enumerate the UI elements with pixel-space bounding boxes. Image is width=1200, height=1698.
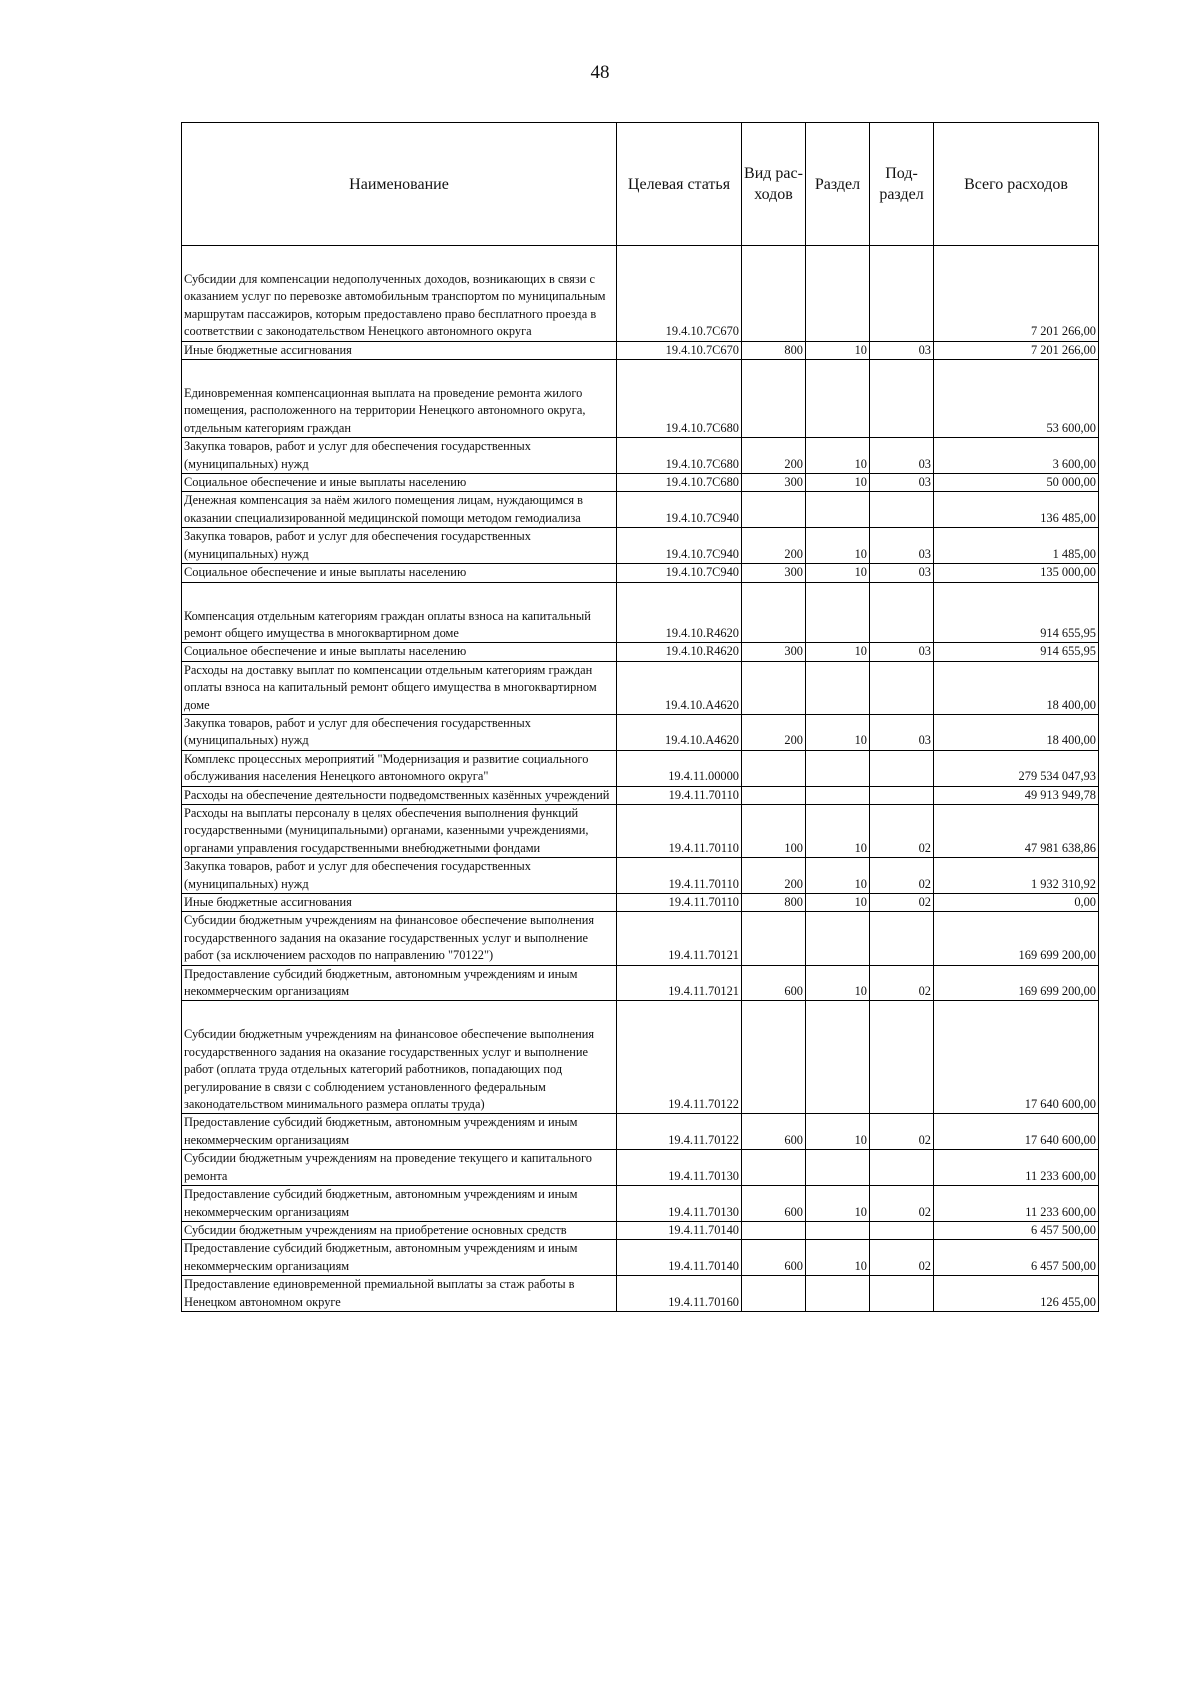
table-row [182,341,1099,359]
cell-vid [742,1150,806,1186]
cell-name: Предоставление субсидий бюджетным, автономным учреждениям и иным некоммерческим организациям [182,965,617,1001]
cell-razdel [806,360,870,438]
cell-code: 19.4.10.7С940 [617,528,742,564]
cell-vid: 300 [742,643,806,661]
cell-vid: 200 [742,438,806,474]
cell-total: 50 000,00 [934,474,1099,492]
cell-code: 19.4.11.00000 [617,750,742,786]
cell-total: 17 640 600,00 [934,1114,1099,1150]
cell-name: Закупка товаров, работ и услуг для обеспечения государственных (муниципальных) нужд [182,528,617,564]
cell-name: Субсидии бюджетным учреждениям на приобретение основных средств [182,1221,617,1239]
cell-name: Денежная компенсация за наём жилого помещения лицам, нуждающимся в оказании специализированной медицинской помощи методом гемодиализа [182,492,617,528]
cell-razdel: 10 [806,965,870,1001]
table-row [182,582,1099,643]
cell-razdel: 10 [806,1114,870,1150]
table-row [182,643,1099,661]
cell-name: Социальное обеспечение и иные выплаты населению [182,564,617,582]
cell-code: 19.4.11.70130 [617,1150,742,1186]
cell-podrazdel: 03 [870,714,934,750]
table-row [182,528,1099,564]
cell-name: Социальное обеспечение и иные выплаты населению [182,474,617,492]
cell-code: 19.4.11.70110 [617,786,742,804]
cell-total: 6 457 500,00 [934,1221,1099,1239]
table-row [182,564,1099,582]
cell-total: 135 000,00 [934,564,1099,582]
table-row [182,1276,1099,1312]
cell-total: 49 913 949,78 [934,786,1099,804]
cell-razdel: 10 [806,341,870,359]
cell-code: 19.4.10.R4620 [617,643,742,661]
cell-razdel: 10 [806,1240,870,1276]
cell-total: 47 981 638,86 [934,804,1099,857]
cell-razdel: 10 [806,858,870,894]
table-row [182,912,1099,965]
cell-podrazdel [870,786,934,804]
cell-total: 7 201 266,00 [934,341,1099,359]
cell-razdel [806,912,870,965]
cell-vid: 200 [742,714,806,750]
cell-name: Расходы на доставку выплат по компенсации отдельным категориям граждан оплаты взноса на капитальный ремонт общего имущества в многоквартирном доме [182,661,617,714]
table-row [182,1150,1099,1186]
cell-vid: 800 [742,894,806,912]
cell-vid: 200 [742,858,806,894]
cell-vid [742,750,806,786]
cell-vid [742,1221,806,1239]
column-header-name: Наименование [182,123,617,246]
cell-vid: 100 [742,804,806,857]
cell-podrazdel: 03 [870,528,934,564]
cell-podrazdel [870,246,934,342]
cell-total: 279 534 047,93 [934,750,1099,786]
table-row [182,714,1099,750]
cell-podrazdel [870,582,934,643]
page-number: 48 [590,62,610,83]
cell-total: 914 655,95 [934,582,1099,643]
cell-name: Иные бюджетные ассигнования [182,341,617,359]
cell-vid: 600 [742,1240,806,1276]
cell-vid [742,661,806,714]
cell-podrazdel [870,661,934,714]
cell-razdel [806,1001,870,1114]
table-row [182,1240,1099,1276]
cell-podrazdel [870,360,934,438]
cell-vid: 600 [742,1114,806,1150]
cell-name: Расходы на обеспечение деятельности подведомственных казённых учреждений [182,786,617,804]
cell-vid [742,912,806,965]
column-header-code: Целевая статья [617,123,742,246]
cell-code: 19.4.10.7С680 [617,474,742,492]
table-row [182,1001,1099,1114]
cell-razdel: 10 [806,528,870,564]
cell-razdel: 10 [806,564,870,582]
cell-name: Субсидии бюджетным учреждениям на финансовое обеспечение выполнения государственного задания на оказание государственных услуг и выполнение работ (за исключением расходов по направлению "70122") [182,912,617,965]
cell-podrazdel: 02 [870,1186,934,1222]
cell-code: 19.4.10.7С680 [617,360,742,438]
column-header-vid: Вид рас-ходов [742,123,806,246]
cell-podrazdel [870,1221,934,1239]
cell-code: 19.4.11.70160 [617,1276,742,1312]
cell-name: Субсидии бюджетным учреждениям на финансовое обеспечение выполнения государственного задания на оказание государственных услуг и выполнение работ (оплата труда отдельных категорий работников, попадающих под регулирование в связи с соблюдением установленного федеральным законодательством минимального размера оплаты труда) [182,1001,617,1114]
cell-name: Закупка товаров, работ и услуг для обеспечения государственных (муниципальных) нужд [182,438,617,474]
table-row [182,474,1099,492]
table-row [182,786,1099,804]
cell-total: 169 699 200,00 [934,912,1099,965]
table-row [182,804,1099,857]
cell-podrazdel: 03 [870,564,934,582]
cell-podrazdel: 02 [870,858,934,894]
cell-podrazdel [870,1276,934,1312]
cell-name: Предоставление единовременной премиальной выплаты за стаж работы в Ненецком автономном округе [182,1276,617,1312]
cell-vid: 200 [742,528,806,564]
cell-total: 136 485,00 [934,492,1099,528]
cell-code: 19.4.10.7С670 [617,246,742,342]
cell-code: 19.4.11.70110 [617,858,742,894]
column-header-podrazdel: Под-раздел [870,123,934,246]
cell-code: 19.4.10.R4620 [617,582,742,643]
cell-total: 53 600,00 [934,360,1099,438]
cell-total: 11 233 600,00 [934,1186,1099,1222]
cell-code: 19.4.11.70110 [617,804,742,857]
cell-code: 19.4.10.7С940 [617,492,742,528]
cell-razdel [806,786,870,804]
cell-podrazdel: 03 [870,474,934,492]
cell-podrazdel: 03 [870,643,934,661]
table-row [182,492,1099,528]
cell-name: Закупка товаров, работ и услуг для обеспечения государственных (муниципальных) нужд [182,714,617,750]
cell-razdel [806,750,870,786]
cell-name: Предоставление субсидий бюджетным, автономным учреждениям и иным некоммерческим организациям [182,1186,617,1222]
cell-podrazdel: 03 [870,341,934,359]
cell-code: 19.4.10.7С940 [617,564,742,582]
budget-table [181,122,1099,1312]
cell-code: 19.4.11.70122 [617,1114,742,1150]
cell-razdel: 10 [806,643,870,661]
cell-name: Компенсация отдельным категориям граждан оплаты взноса на капитальный ремонт общего имущества в многоквартирном доме [182,582,617,643]
cell-razdel: 10 [806,894,870,912]
cell-vid: 600 [742,965,806,1001]
cell-podrazdel: 02 [870,1114,934,1150]
cell-total: 1 932 310,92 [934,858,1099,894]
cell-razdel [806,1221,870,1239]
column-header-razdel: Раздел [806,123,870,246]
table-row [182,965,1099,1001]
cell-total: 17 640 600,00 [934,1001,1099,1114]
cell-vid: 300 [742,564,806,582]
cell-razdel [806,1150,870,1186]
table-row [182,1114,1099,1150]
cell-vid [742,246,806,342]
table-row [182,360,1099,438]
column-header-total: Всего расходов [934,123,1099,246]
table-row [182,1186,1099,1222]
cell-total: 11 233 600,00 [934,1150,1099,1186]
cell-vid: 300 [742,474,806,492]
cell-total: 126 455,00 [934,1276,1099,1312]
table-row [182,1221,1099,1239]
cell-vid [742,786,806,804]
cell-podrazdel [870,1150,934,1186]
cell-total: 1 485,00 [934,528,1099,564]
cell-code: 19.4.10.7С680 [617,438,742,474]
cell-podrazdel [870,1001,934,1114]
cell-name: Предоставление субсидий бюджетным, автономным учреждениям и иным некоммерческим организациям [182,1240,617,1276]
cell-name: Субсидии бюджетным учреждениям на проведение текущего и капитального ремонта [182,1150,617,1186]
cell-razdel: 10 [806,804,870,857]
cell-razdel [806,1276,870,1312]
cell-code: 19.4.11.70130 [617,1186,742,1222]
cell-code: 19.4.10.А4620 [617,714,742,750]
cell-podrazdel [870,912,934,965]
cell-podrazdel: 02 [870,965,934,1001]
cell-vid: 600 [742,1186,806,1222]
cell-razdel [806,661,870,714]
cell-razdel: 10 [806,714,870,750]
table-row [182,661,1099,714]
cell-podrazdel: 02 [870,894,934,912]
table-row [182,858,1099,894]
cell-podrazdel: 03 [870,438,934,474]
table-row [182,246,1099,342]
cell-podrazdel: 02 [870,1240,934,1276]
cell-code: 19.4.10.А4620 [617,661,742,714]
cell-vid [742,360,806,438]
cell-razdel: 10 [806,474,870,492]
cell-name: Расходы на выплаты персоналу в целях обеспечения выполнения функций государственными (муниципальными) органами, казенными учреждениями, органами управления государственными внебюджетными фондами [182,804,617,857]
cell-code: 19.4.11.70140 [617,1221,742,1239]
table-body [182,246,1099,1312]
cell-total: 7 201 266,00 [934,246,1099,342]
cell-name: Субсидии для компенсации недополученных доходов, возникающих в связи с оказанием услуг по перевозке автомобильным транспортом по муниципальным маршрутам пассажиров, которым предоставлено право бесплатного проезда в соответствии с законодательством Ненецкого автономного округа [182,246,617,342]
cell-total: 0,00 [934,894,1099,912]
cell-total: 6 457 500,00 [934,1240,1099,1276]
cell-vid [742,582,806,643]
table-row [182,438,1099,474]
cell-total: 3 600,00 [934,438,1099,474]
cell-code: 19.4.11.70121 [617,912,742,965]
cell-name: Закупка товаров, работ и услуг для обеспечения государственных (муниципальных) нужд [182,858,617,894]
table-row [182,750,1099,786]
cell-razdel [806,582,870,643]
table-header [182,123,1099,246]
cell-code: 19.4.11.70110 [617,894,742,912]
cell-name: Единовременная компенсационная выплата на проведение ремонта жилого помещения, расположенного на территории Ненецкого автономного округа, отдельным категориям граждан [182,360,617,438]
cell-podrazdel: 02 [870,804,934,857]
cell-code: 19.4.11.70122 [617,1001,742,1114]
cell-razdel: 10 [806,438,870,474]
cell-razdel: 10 [806,1186,870,1222]
cell-name: Комплекс процессных мероприятий "Модернизация и развитие социального обслуживания населения Ненецкого автономного округа" [182,750,617,786]
cell-vid [742,492,806,528]
cell-name: Иные бюджетные ассигнования [182,894,617,912]
cell-name: Предоставление субсидий бюджетным, автономным учреждениям и иным некоммерческим организациям [182,1114,617,1150]
cell-total: 18 400,00 [934,661,1099,714]
table-row [182,894,1099,912]
cell-razdel [806,246,870,342]
cell-code: 19.4.11.70140 [617,1240,742,1276]
cell-razdel [806,492,870,528]
cell-vid: 800 [742,341,806,359]
cell-podrazdel [870,492,934,528]
cell-name: Социальное обеспечение и иные выплаты населению [182,643,617,661]
cell-code: 19.4.11.70121 [617,965,742,1001]
cell-podrazdel [870,750,934,786]
cell-vid [742,1001,806,1114]
cell-total: 169 699 200,00 [934,965,1099,1001]
cell-vid [742,1276,806,1312]
cell-total: 914 655,95 [934,643,1099,661]
cell-code: 19.4.10.7С670 [617,341,742,359]
cell-total: 18 400,00 [934,714,1099,750]
